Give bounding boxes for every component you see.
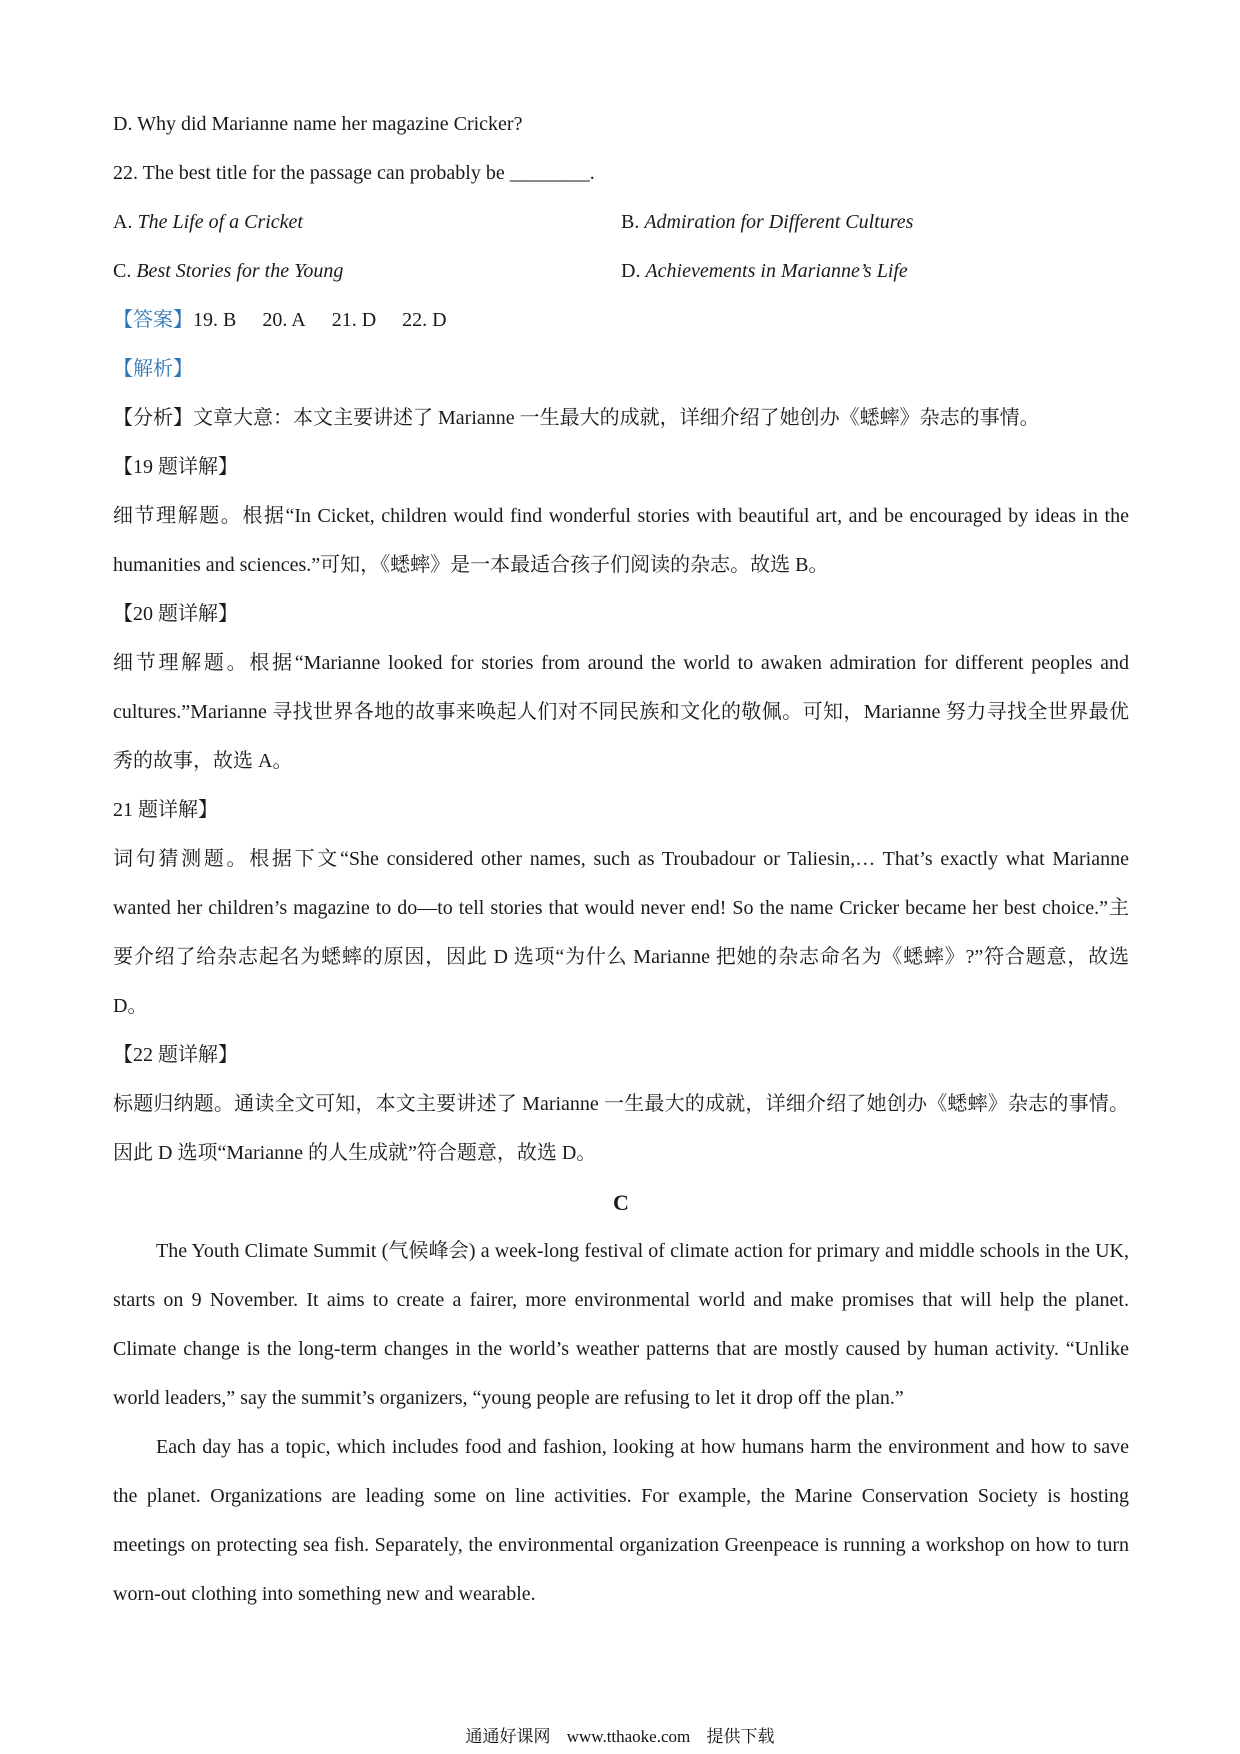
q22-stem: 22. The best title for the passage can probably be ________. — [113, 162, 595, 184]
page-content — [113, 100, 1129, 1619]
detail-20-heading: 【20 题详解】 — [113, 603, 238, 625]
q22-options-row-1 — [113, 198, 1129, 247]
footer-url: www.tthaoke.com — [566, 1727, 691, 1746]
page-footer — [0, 1722, 1240, 1747]
answer-item: 19. B — [193, 309, 237, 331]
q22-options-row-2 — [113, 247, 1129, 296]
answer-item: 21. D — [331, 309, 377, 331]
detail-19-heading: 【19 题详解】 — [113, 456, 238, 478]
q22-option-c: C. Best Stories for the Young — [113, 260, 344, 282]
section-c-paragraph-1: The Youth Climate Summit (气候峰会) a week-long festival of climate action for primary and middle schools in the UK, starts on 9 November. It aims to create a fairer, more environmental world and make promises that will help the planet. Climate change is the long-term changes in the world’s weather patterns that are mostly caused by human activity. “Unlike world leaders,” say the summit’s organizers, “young people are refusing to let it drop off the plan.” — [113, 1240, 1129, 1409]
footer-site-name: 通通好课网 — [465, 1727, 551, 1746]
answer-item: 22. D — [402, 309, 447, 331]
analysis-label: 【解析】 — [113, 358, 193, 380]
detail-21-heading: 21 题详解】 — [113, 799, 218, 821]
answer-item: 20. A — [262, 309, 306, 331]
q22-option-a: A. The Life of a Cricket — [113, 211, 303, 233]
footer-note: 提供下载 — [706, 1727, 775, 1746]
detail-20-text: 细节理解题。根据“Marianne looked for stories from around the world to awaken admiration for different peoples and cultures.”Marianne 寻找世界各地的故事来唤起人们对不同民族和文化的敬佩。可知，Marianne 努力寻找全世界最优秀的故事，故选 A。 — [113, 652, 1129, 772]
answer-line — [113, 296, 1129, 345]
q22-option-d: D. Achievements in Marianne’s Life — [621, 260, 908, 282]
section-c-paragraph-2: Each day has a topic, which includes food and fashion, looking at how humans harm the environment and how to save the planet. Organizations are leading some on line activities. For example, the Marine Conservation Society is hosting meetings on protecting sea fish. Separately, the environmental organization Greenpeace is running a workshop on how to turn worn-out clothing into something new and wearable. — [113, 1436, 1129, 1605]
detail-21-text: 词句猜测题。根据下文“She considered other names, such as Troubadour or Taliesin,… That’s exactly what Marianne wanted her children’s magazine to do—to tell stories that would never end! So the name Cricker became her best choice.”主要介绍了给杂志起名为蟋蟀的原因，因此 D 选项“为什么 Marianne 把她的杂志命名为《蟋蟀》?”符合题意，故选 D。 — [113, 848, 1129, 1017]
detail-22-text: 标题归纳题。通读全文可知，本文主要讲述了 Marianne 一生最大的成就，详细介绍了她创办《蟋蟀》杂志的事情。因此 D 选项“Marianne 的人生成就”符合题意，故选 D。 — [113, 1093, 1129, 1164]
q21-option-d: D. Why did Marianne name her magazine Cricker? — [113, 113, 523, 135]
detail-22-heading: 【22 题详解】 — [113, 1044, 238, 1066]
section-c-title: C — [613, 1190, 629, 1215]
answer-label: 【答案】 — [113, 309, 193, 331]
summary-line: 【分析】文章大意：本文主要讲述了 Marianne 一生最大的成就，详细介绍了她创办《蟋蟀》杂志的事情。 — [113, 407, 1040, 429]
detail-19-text: 细节理解题。根据“In Cicket, children would find wonderful stories with beautiful art, and be encouraged by ideas in the humanities and sciences.”可知，《蟋蟀》是一本最适合孩子们阅读的杂志。故选 B。 — [113, 505, 1129, 576]
q22-option-b: B. Admiration for Different Cultures — [621, 211, 914, 233]
